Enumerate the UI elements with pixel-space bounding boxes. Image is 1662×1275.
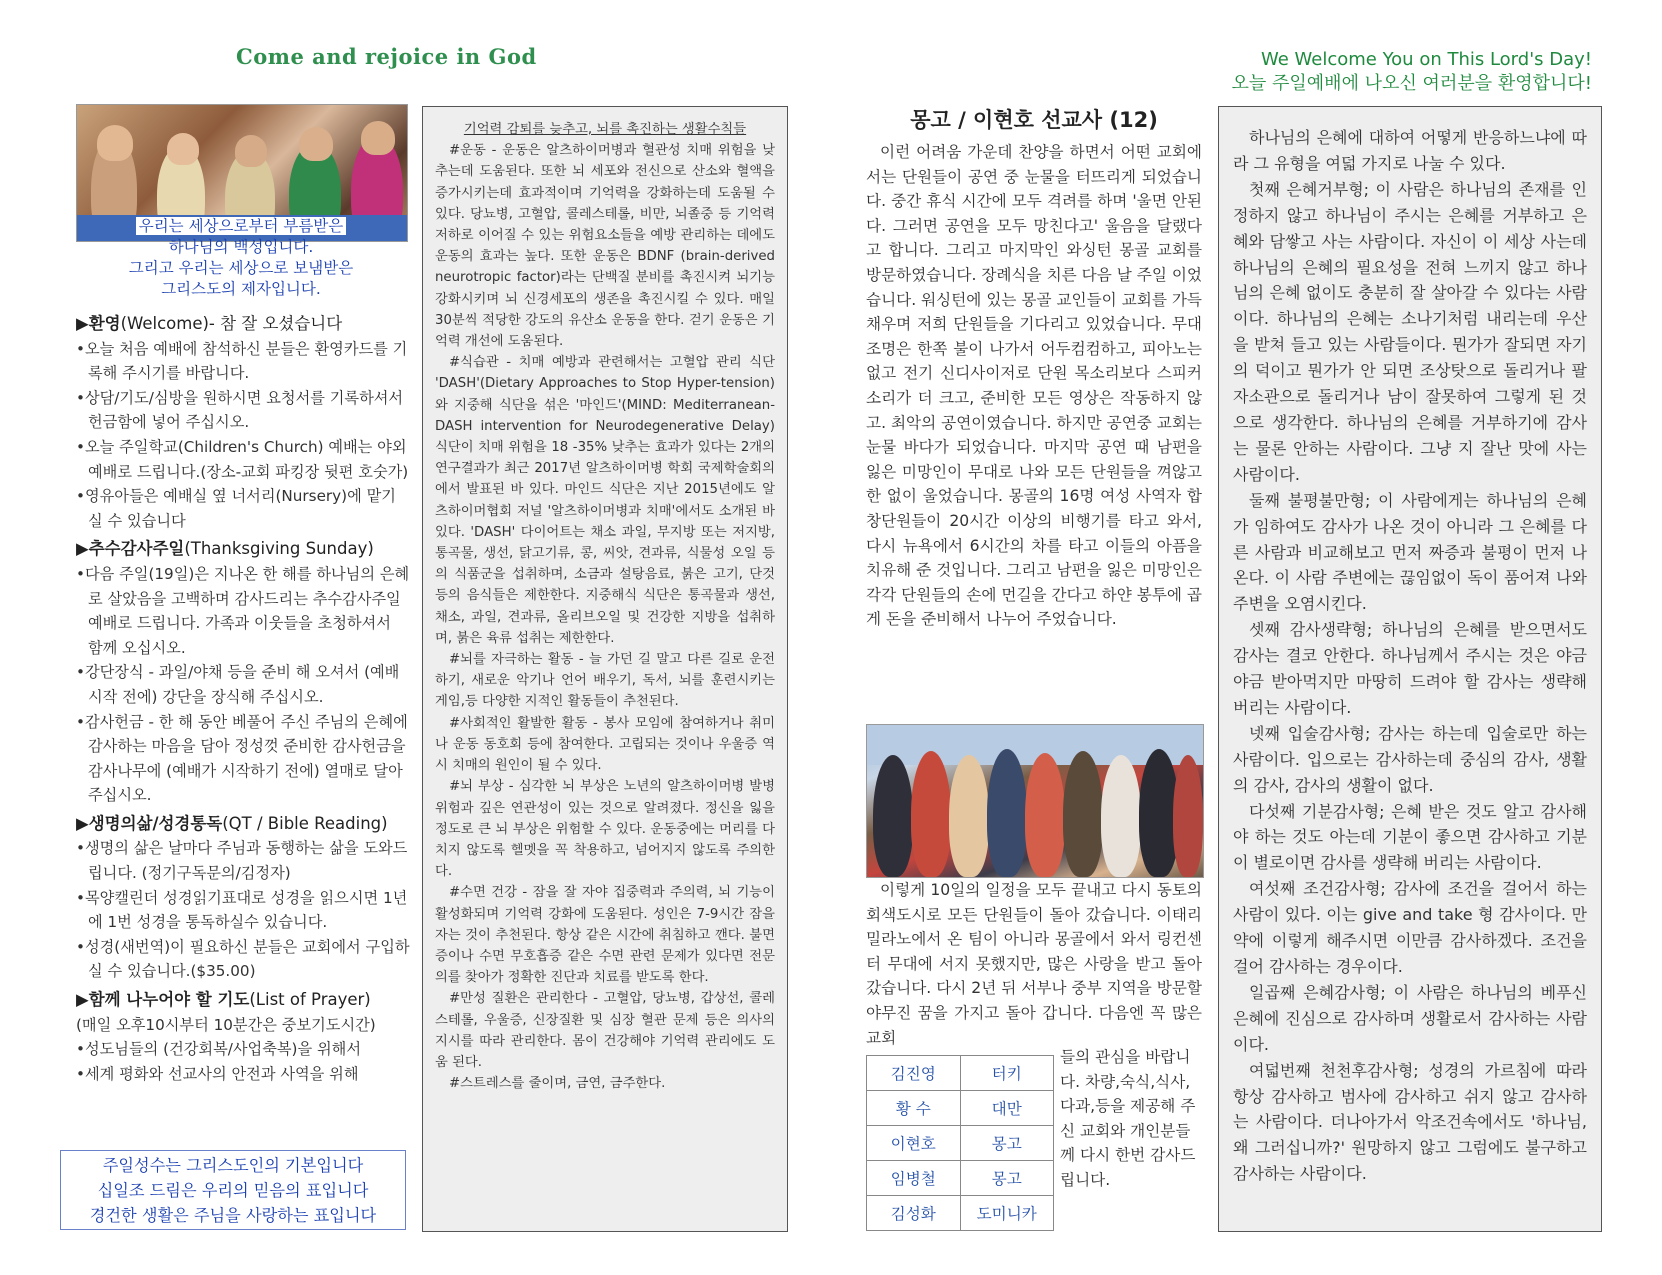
grace-paragraph: 다섯째 기분감사형; 은혜 받은 것도 알고 감사해야 하는 것도 아는데 기분이 좋으면 감사하고 기분이 별로이면 감사를 생략해 버리는 사람이다. xyxy=(1233,801,1587,873)
health-paragraph: #수면 건강 - 잠을 잘 자야 집중력과 주의력, 뇌 기능이 활성화되며 기억력 강화에 도움된다. 성인은 7-9시간 잠을 자는 것이 추천된다. 항상 같은 시간에 취침하고 깬다. 불면증이나 수면 무호흡증 같은 수면 관련 문제가 있다면 전문의를 찾아가 정확한 진단과 치료를 받도록 한다. xyxy=(435,885,775,986)
header-slogan: Come and rejoice in God xyxy=(236,44,537,69)
missionary-row xyxy=(867,1056,1054,1091)
missionary-row xyxy=(867,1161,1054,1196)
missionary-name: 임병철 xyxy=(867,1161,961,1196)
welcome-heading: ▶환영(Welcome)- 참 잘 오셨습니다 xyxy=(76,314,343,333)
bible-reading-item: •생명의 삶은 날마다 주님과 동행하는 삶을 도와드립니다. (정기구독문의/김정자) xyxy=(76,839,408,883)
missionary-place: 몽고 xyxy=(960,1126,1054,1161)
header-welcome xyxy=(1232,48,1592,96)
prayer-subtitle: (매일 오후10시부터 10분간은 중보기도시간) xyxy=(76,1015,376,1034)
devotion-box xyxy=(60,1150,406,1230)
health-article xyxy=(422,106,788,1232)
missionary-name: 이현호 xyxy=(867,1126,961,1161)
welcome-item: •영유아들은 예배실 옆 너서리(Nursery)에 맡기실 수 있습니다 xyxy=(76,487,396,530)
caption-line-4: 그리스도의 제자입니다. xyxy=(161,280,321,298)
grace-paragraph: 넷째 입술감사형; 감사는 하는데 입술로만 하는 사람이다. 입으로는 감사하는데 중심의 감사, 생활의 감사, 감사의 생활이 없다. xyxy=(1233,723,1587,795)
health-paragraph: #스트레스를 줄이며, 금연, 금주한다. xyxy=(449,1076,666,1092)
missionary-place: 몽고 xyxy=(960,1161,1054,1196)
missionary-name: 황 수 xyxy=(867,1091,961,1126)
health-paragraph: #뇌 부상 - 심각한 뇌 부상은 노년의 알츠하이머병 발병 위험과 깊은 연관성이 있는 것으로 알려졌다. 정신을 잃을 정도로 큰 뇌 부상은 위험할 수 있다. 운동중에는 머리를 다치지 않도록 헬멧을 꼭 착용하고, 넘어지지 않도록 주의한다. xyxy=(435,779,775,880)
header-welcome-ko: 오늘 주일예배에 나오신 여러분을 환영합니다! xyxy=(1231,73,1592,94)
devotion-line-2: 십일조 드림은 우리의 믿음의 표입니다 xyxy=(97,1181,369,1200)
health-paragraph: #뇌를 자극하는 활동 - 늘 가던 길 말고 다른 길로 운전하기, 새로운 악기나 언어 배우기, 독서, 뇌를 훈련시키는 게임,등 다양한 지적인 활동들이 추천된다. xyxy=(435,652,775,710)
grace-article xyxy=(1218,106,1602,1232)
caption-line-1: 우리는 세상으로부터 부름받은 xyxy=(136,217,347,235)
grace-paragraph: 여덟번째 천천후감사형; 성경의 가르침에 따라 항상 감사하고 범사에 감사하고 쉬지 않고 감사하는 사람이다. 더나아가서 악조건속에서도 '하나님, 왜 그러십니까?' 원망하지 않고 그럼에도 불구하고 감사하는 사람이다. xyxy=(1233,1060,1587,1184)
missionary-row xyxy=(867,1126,1054,1161)
health-paragraph: #만성 질환은 관리한다 - 고혈압, 당뇨병, 갑상선, 콜레스테롤, 우울증, 신장질환 및 심장 혈관 문제 등은 의사의 지시를 따라 관리한다. 몸이 건강해야 기억력 관리에도 도움 된다. xyxy=(435,991,775,1070)
mission-title: 몽고 / 이현호 선교사 (12) xyxy=(910,108,1158,132)
bible-reading-item: •목양캘린더 성경읽기표대로 성경을 읽으시면 1년에 1번 성경을 통독하실수 있습니다. xyxy=(76,888,408,932)
health-paragraph: #사회적인 활발한 활동 - 봉사 모임에 참여하거나 취미나 운동 동호회 등에 참여한다. 고립되는 것이나 우울증 역시 치매의 원인이 될 수 있다. xyxy=(435,715,775,774)
grace-paragraph: 둘째 불평불만형; 이 사람에게는 하나님의 은혜가 임하여도 감사가 나온 것이 아니라 그 은혜를 다른 사람과 비교해보고 먼저 짜증과 불평이 먼저 나온다. 이 사람 주변에는 끊임없이 독이 품어져 나와 주변을 오염시킨다. xyxy=(1233,490,1587,614)
missionary-name: 김진영 xyxy=(867,1056,961,1091)
photo-caption xyxy=(76,216,406,300)
grace-paragraph: 첫째 은혜거부형; 이 사람은 하나님의 존재를 인정하지 않고 하나님이 주시는 은혜를 거부하고 은혜와 담쌓고 사는 사람이다. 자신이 이 세상 사는데 하나님의 은혜의 필요성을 전혀 느끼지 않고 하나님의 은혜 없이도 충분히 잘 살아갈 수 있다는 사람이다. 하나님의 은혜는 소나기처럼 내리는데 우산을 받쳐 들고 있는 사람들이다. 뭔가가 잘되면 자기의 덕이고 뭔가가 안 되면 조상탓으로 돌리거나 팔자소관으로 돌리거나 남이 잘못하여 그렇게 된 것으로 생각한다. 하나님의 은혜를 거부하기에 감사는 물론 안하는 사람이다. 그냥 지 잘난 맛에 사는 사람이다. xyxy=(1233,179,1587,484)
mission-text xyxy=(866,140,1202,632)
grace-paragraph: 일곱째 은혜감사형; 이 사람은 하나님의 베푸신 은혜에 진심으로 감사하며 생활로서 감사하는 사람이다. xyxy=(1233,982,1587,1054)
mission-thanks: 들의 관심을 바랍니다. 차량,숙식,식사,다과,등을 제공해 주신 교회와 개인분들께 다시 한번 감사드립니다. xyxy=(1060,1048,1196,1189)
bible-reading-heading: ▶생명의삶/성경통독(QT / Bible Reading) xyxy=(76,813,388,833)
grace-paragraph: 셋째 감사생략형; 하나님의 은혜를 받으면서도 감사는 결코 안한다. 하나님께서 주시는 것은 야금야금 받아먹지만 마땅히 드려야 할 감사는 생략해 버리는 사람이다. xyxy=(1233,620,1587,717)
thanksgiving-item: •감사헌금 - 한 해 동안 베풀어 주신 주님의 은혜에 감사하는 마음을 담아 정성껏 준비한 감사헌금을 감사나무에 (예배가 시작하기 전에) 열매로 달아 주십시오. xyxy=(76,712,408,805)
missionary-name: 김성화 xyxy=(867,1196,961,1231)
mission-paragraph: 이렇게 10일의 일정을 모두 끝내고 다시 동토의 회색도시로 모든 단원들이 돌아 갔습니다. 이태리 밀라노에서 온 팀이 아니라 몽골에서 와서 링컨센터 무대에 서지 못했지만, 많은 사랑을 받고 돌아 갔습니다. 다시 2년 뒤 서부나 중부 지역을 방문할 야무진 꿈을 가지고 돌아 갑니다. 다음엔 꼭 많은 교회 xyxy=(866,881,1202,1047)
welcome-item: •오늘 주일학교(Children's Church) 예배는 야외예배로 드립니다.(장소-교회 파킹장 뒷편 호숫가) xyxy=(76,437,409,481)
prayer-item: •세계 평화와 선교사의 안전과 사역을 위해 xyxy=(76,1064,359,1083)
caption-line-3: 그리고 우리는 세상으로 보냄받은 xyxy=(128,259,354,277)
grace-paragraph: 여섯째 조건감사형; 감사에 조건을 걸어서 하는 사람이 있다. 이는 give and take 형 감사이다. 만약에 이렇게 해주시면 이만큼 감사하겠다. 조건을 걸어 감사하는 경우이다. xyxy=(1233,879,1587,976)
welcome-item: •오늘 처음 예배에 참석하신 분들은 환영카드를 기록해 주시기를 바랍니다. xyxy=(76,339,408,383)
announcements xyxy=(76,312,410,1086)
missionary-place: 도미니카 xyxy=(960,1196,1054,1231)
choir-group-photo xyxy=(866,724,1204,878)
missionary-place: 터키 xyxy=(960,1056,1054,1091)
health-article-title: 기억력 감퇴를 늦추고, 뇌를 촉진하는 생활수칙들 xyxy=(463,122,747,137)
bible-reading-item: •성경(새번역)이 필요하신 분들은 교회에서 구입하실 수 있습니다.($35.00) xyxy=(76,937,410,981)
health-paragraph: #식습관 - 치매 예방과 관련해서는 고혈압 관리 식단 'DASH'(Dietary Approaches to Stop Hyper-tension)와 지중해 식단을 섞은 '마인드'(MIND: Mediterranean-DASH intervention for Neurodegenerative Delay) 식단이 치매 위험을 18 -35% 낮추는 효과가 있다는 2개의 연구결과가 최근 2017년 알츠하이머병 학회 국제학술회의에서 발표된 바 있다. 마인드 식단은 지난 2015년에도 알츠하이머협회 저널 '알츠하이머병과 치매'에서도 소개된 바 있다. 'DASH' 다이어트는 채소 과일, 무지방 또는 저지방, 통곡물, 생선, 닭고기류, 콩, 씨앗, 견과류, 식물성 오일 등의 식품군을 섭취하며, 소금과 설탕음료, 붉은 고기, 단것 등의 음식들은 제한한다. 지중해식 식단은 통곡물과 생선, 채소, 과일, 견과류, 올리브오일 및 건강한 지방을 섭취하며, 붉은 육류 섭취는 제한한다. xyxy=(435,355,775,646)
grace-paragraph: 하나님의 은혜에 대하여 어떻게 반응하느냐에 따라 그 유형을 여덟 가지로 나눌 수 있다. xyxy=(1233,128,1587,173)
missionary-row xyxy=(867,1091,1054,1126)
thanksgiving-item: •강단장식 - 과일/야채 등을 준비 해 오셔서 (예배시작 전에) 강단을 장식해 주십시오. xyxy=(76,663,400,706)
thanksgiving-item: •다음 주일(19일)은 지나온 한 해를 하나님의 은혜로 살았음을 고백하며 감사드리는 추수감사주일예배로 드립니다. 가족과 이웃들을 초청하셔서 함께 오십시오. xyxy=(76,564,410,657)
thanksgiving-heading: ▶추수감사주일(Thanksgiving Sunday) xyxy=(76,539,374,559)
mission-paragraph: 이런 어려움 가운데 찬양을 하면서 어떤 교회에서는 단원들이 공연 중 눈물을 터뜨리게 되었습니다. 중간 휴식 시간에 모두 격려를 하며 '울면 안된다. 그러면 공연을 모두 망친다고' 울음을 달랬다고 합니다. 그리고 마지막인 와싱턴 몽골 교회를 방문하였습니다. 장례식을 치른 다음 날 주일 이었습니다. 워싱턴에 있는 몽골 교인들이 교회를 가득채우며 저희 단원들을 기다리고 있었습니다. 무대 조명은 한쪽 불이 나가서 어두컴컴하고, 피아노는 없고 전기 신디사이저로 단원 목소리보다 스피커 소리가 더 크고, 준비한 모든 영상은 작동하지 않고. 최악의 공연이였습니다. 하지만 공연중 교회는 눈물 바다가 되었습니다. 마지막 공연 때 남편을 잃은 미망인이 무대로 나와 모든 단원들을 껴않고 한 없이 울었습니다. 몽골의 16명 여성 사역자 합창단원들이 20시간 이상의 비행기를 타고 와서, 다시 뉴욕에서 6시간의 차를 타고 이들의 아픔을 치유해 준 것입니다. 그리고 남편을 잃은 미망인은 각각 단원들의 손에 먼길을 간다고 하얀 봉투에 곱게 돈을 준비해서 나누어 주었습니다. xyxy=(866,143,1202,629)
devotion-line-3: 경건한 생활은 주님을 사랑하는 표입니다 xyxy=(89,1206,377,1225)
caption-line-2: 하나님의 백성입니다. xyxy=(168,238,314,256)
missionary-row xyxy=(867,1196,1054,1231)
mission-text-2 xyxy=(866,878,1202,1050)
header-welcome-en: We Welcome You on This Lord's Day! xyxy=(1260,49,1592,70)
health-paragraph: #운동 - 운동은 알츠하이머병과 혈관성 치매 위험을 낮추는데 도움된다. 또한 뇌 세포와 전신으로 산소와 혈액을 증가시키는데 효과적이며 기억력을 강화하는데 도움될 수 있다. 당뇨병, 고혈압, 콜레스테롤, 비만, 뇌졸중 등 기억력 저하로 이어질 수 있는 위험요소들을 예방 관리하는 데에도 운동의 효과는 높다. 또한 운동은 BDNF (brain-derived neurotropic factor)라는 단백질 분비를 촉진시켜 뇌기능 강화시키며 뇌 신경세포의 생존을 촉진시킬 수 있다. 매일 30분씩 적당한 강도의 유산소 운동을 한다. 걷기 운동은 기억력 개선에 도움된다. xyxy=(435,143,775,350)
missionary-table xyxy=(866,1055,1054,1231)
prayer-item: •성도님들의 (건강회복/사업축복)을 위해서 xyxy=(76,1040,361,1059)
prayer-heading: ▶함께 나누어야 할 기도(List of Prayer) xyxy=(76,990,371,1010)
missionary-place: 대만 xyxy=(960,1091,1054,1126)
devotion-line-1: 주일성수는 그리스도인의 기본입니다 xyxy=(102,1156,364,1175)
welcome-item: •상담/기도/심방을 원하시면 요청서를 기록하셔서 헌금함에 넣어 주십시오. xyxy=(76,388,404,432)
